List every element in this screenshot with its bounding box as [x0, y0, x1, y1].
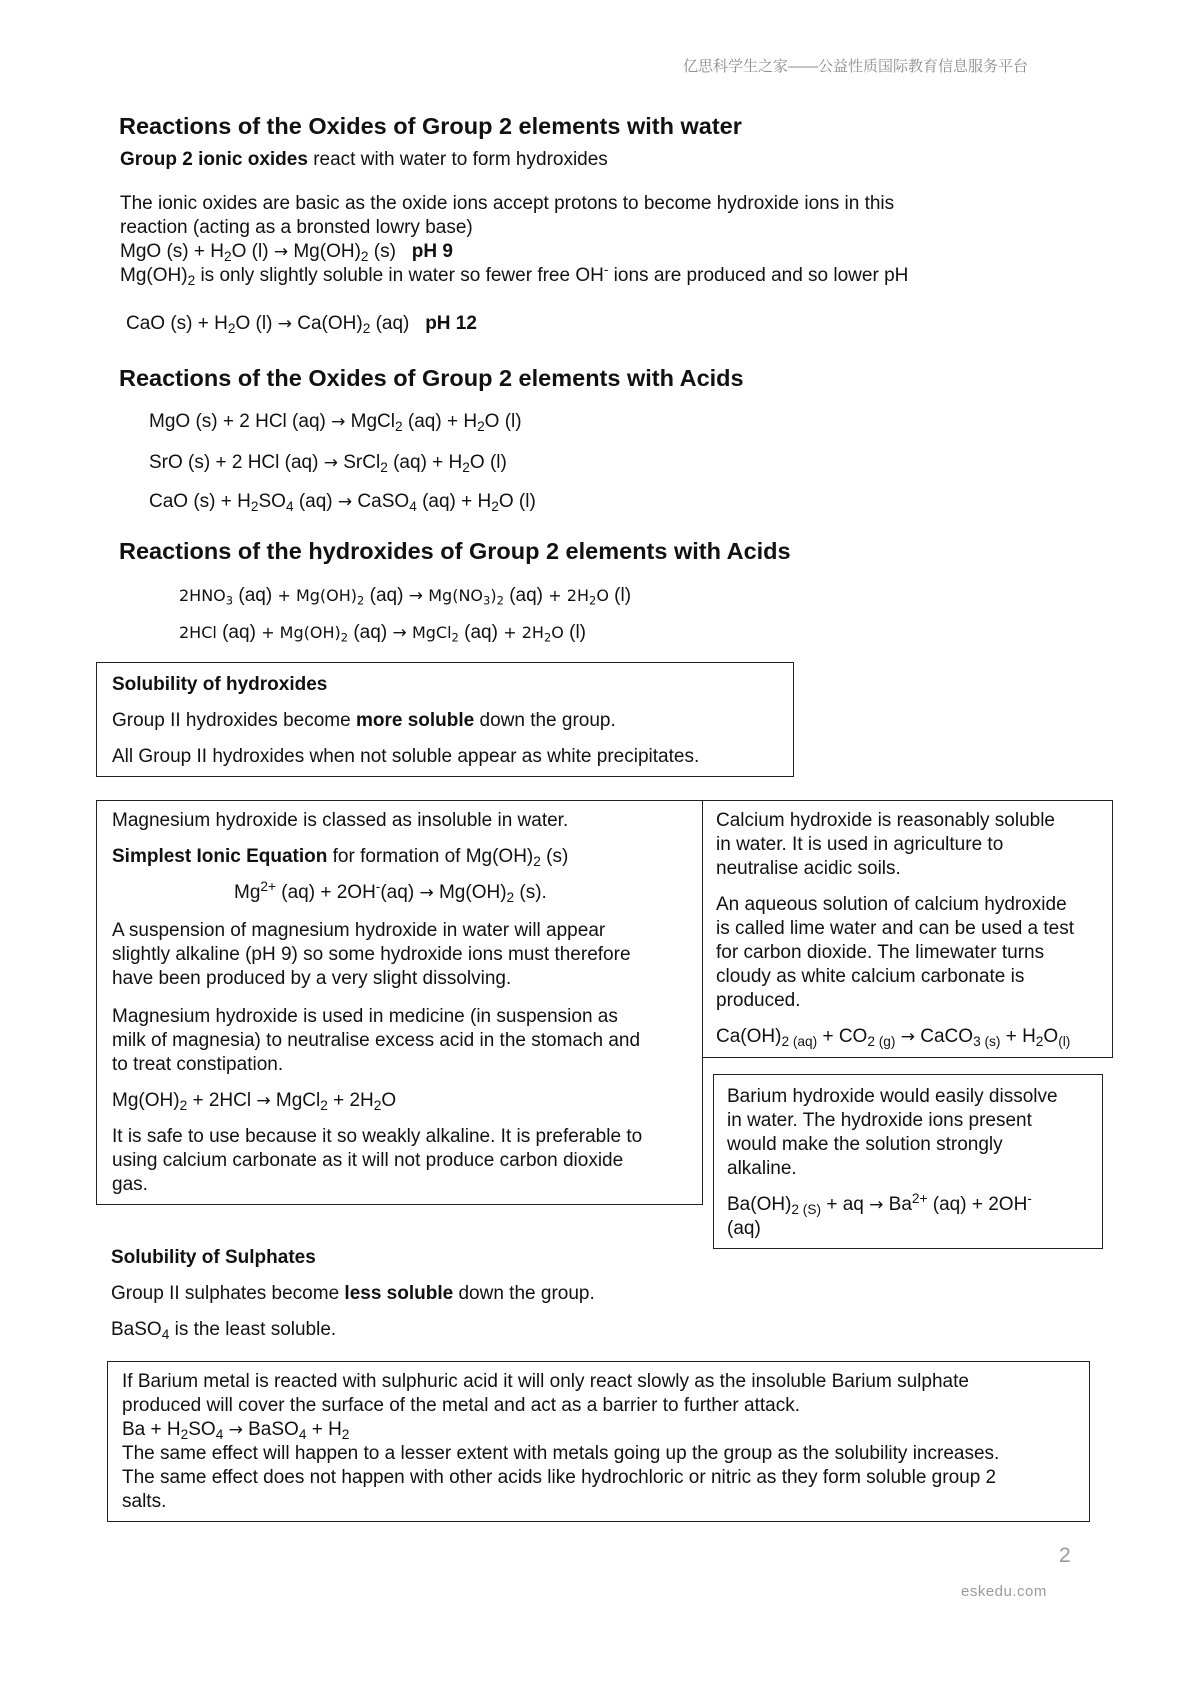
mg-box-p1a: A suspension of magnesium hydroxide in water will appear [112, 920, 606, 941]
footer-domain: eskedu.com [961, 1583, 1047, 1600]
ca-box-b2: is called lime water and can be used a test [716, 918, 1075, 939]
ba-box-equation: $Ba(OH)_{2 (S)}$ + aq → $Ba^{2+}$ (aq) + 2OH- [727, 1191, 1032, 1218]
header-site: 亿思科学生之家——公益性质国际教育信息服务平台 [683, 58, 1029, 75]
section1-solubility-note: $Mg(OH)_2$ is only slightly soluble in water so fewer free OH- ions are produced and so lower pH [120, 262, 909, 289]
bm-box-l4: The same effect will happen to a lesser extent with metals going up the group as the solubility increases. [122, 1443, 1000, 1464]
mg-box-p2b: milk of magnesia) to neutralise excess acid in the stomach and [112, 1030, 641, 1051]
ca-box-b5: produced. [716, 990, 801, 1011]
ca-box-b1: An aqueous solution of calcium hydroxide [716, 894, 1067, 915]
ba-box-a4: alkaline. [727, 1158, 797, 1179]
equation-mgo-water: MgO $(s) + H_2O$ $(l) \to Mg(OH)_2$ (s) pH 9 [120, 241, 453, 265]
hydroxides-box-line2: All Group II hydroxides when not soluble appear as white precipitates. [112, 746, 700, 767]
ca-box-a1: Calcium hydroxide is reasonably soluble [716, 810, 1056, 831]
barium-hydroxide-box [713, 1074, 1103, 1249]
mg-box-p2c: to treat constipation. [112, 1054, 284, 1075]
ba-box-equation-cont: (aq) [727, 1218, 761, 1239]
equation-hcl-mgoh2: 2HCl $(aq) + Mg(OH)_2$ (aq) → MgCl$_2$ $(aq) + 2H_2O$ (l) [179, 622, 587, 645]
mg-box-ionic-equation: $Mg^{2+}$ $(aq) + 2OH^-(aq) \to Mg(OH)_2$ (s). [234, 879, 547, 906]
section1-title: Reactions of the Oxides of Group 2 elements with water [119, 113, 742, 139]
bm-box-l1: If Barium metal is reacted with sulphuric acid it will only react slowly as the insoluble Barium sulphate [122, 1371, 969, 1392]
ca-box-a2: in water. It is used in agriculture to [716, 834, 1004, 855]
equation-mgo-hcl: MgO (s) + 2 HCl (aq) → MgCl$_2$ $(aq) + H_2O$ (l) [149, 411, 522, 435]
ba-box-a2: in water. The hydroxide ions present [727, 1110, 1032, 1131]
ba-box-a3: would make the solution strongly [727, 1134, 1003, 1155]
ca-box-limewater-equation: $Ca(OH)_{2 (aq)} + CO_{2 (g)}$ → CaCO$_{3 (s)}$ + $H_2O_{(l)}$ [716, 1026, 1071, 1050]
bm-box-l2: produced will cover the surface of the metal and act as a barrier to further attack. [122, 1395, 801, 1416]
sulphates-line1: Group II sulphates become less soluble down the group. [111, 1283, 595, 1304]
barium-metal-box [107, 1361, 1090, 1522]
ca-box-b3: for carbon dioxide. The limewater turns [716, 942, 1045, 963]
mg-box-p3b: using calcium carbonate as it will not produce carbon dioxide [112, 1150, 624, 1171]
mg-box-p3a: It is safe to use because it so weakly alkaline. It is preferable to [112, 1126, 643, 1147]
mg-box-line1: Magnesium hydroxide is classed as insoluble in water. [112, 810, 569, 831]
mg-box-p1b: slightly alkaline (pH 9) so some hydroxide ions must therefore [112, 944, 631, 965]
mg-box-neutralise-equation: $Mg(OH)_2 + 2HCl$ → MgCl$_2$ + $2H_2O$ [112, 1090, 397, 1114]
page-number: 2 [1059, 1544, 1071, 1567]
bm-box-l5: The same effect does not happen with other acids like hydrochloric or nitric as they form soluble group 2 [122, 1467, 997, 1488]
bm-box-equation: $Ba + H_2SO_4$ → BaSO$_4$ + $H_2$ [122, 1419, 350, 1443]
ca-box-b4: cloudy as white calcium carbonate is [716, 966, 1025, 987]
equation-sro-hcl: SrO (s) + 2 HCl (aq) → SrCl$_2$ $(aq) + H_2O$ (l) [149, 452, 507, 476]
hydroxides-solubility-box [96, 662, 794, 777]
ba-box-a1: Barium hydroxide would easily dissolve [727, 1086, 1058, 1107]
calcium-hydroxide-box [702, 800, 1113, 1058]
section1-para2: reaction (acting as a bronsted lowry base) [120, 217, 473, 238]
mg-box-p2a: Magnesium hydroxide is used in medicine (in suspension as [112, 1006, 618, 1027]
magnesium-hydroxide-box [96, 800, 703, 1205]
equation-cao-h2so4: CaO $(s) + H_2SO_4$ (aq) → CaSO$_4$ $(aq) + H_2O$ (l) [149, 491, 536, 515]
equation-hno3-mgoh2: $2HNO_3$ $(aq) + Mg(OH)_2$ $(aq) \to Mg(NO_3)_2$ $(aq) + 2H_2O$ (l) [179, 585, 632, 608]
sulphates-line2: BaSO$_4$ is the least soluble. [111, 1319, 337, 1343]
bm-box-l6: salts. [122, 1491, 167, 1512]
mg-box-ionic-heading: Simplest Ionic Equation for formation of $Mg(OH)_2$ (s) [112, 846, 569, 870]
equation-cao-water: CaO $(s) + H_2O$ $(l) \to Ca(OH)_2$ (aq) pH 12 [126, 313, 477, 337]
mg-box-p1c: have been produced by a very slight dissolving. [112, 968, 512, 989]
hydroxides-box-title: Solubility of hydroxides [112, 674, 328, 695]
ca-box-a3: neutralise acidic soils. [716, 858, 901, 879]
section1-subtitle: Group 2 ionic oxides react with water to form hydroxides [120, 149, 608, 170]
section2-title: Reactions of the Oxides of Group 2 elements with Acids [119, 365, 744, 391]
mg-box-p3c: gas. [112, 1174, 148, 1195]
section3-title: Reactions of the hydroxides of Group 2 elements with Acids [119, 538, 791, 564]
section1-para1: The ionic oxides are basic as the oxide ions accept protons to become hydroxide ions in this [120, 193, 895, 214]
hydroxides-box-line1: Group II hydroxides become more soluble down the group. [112, 710, 616, 731]
sulphates-title: Solubility of Sulphates [111, 1247, 316, 1268]
